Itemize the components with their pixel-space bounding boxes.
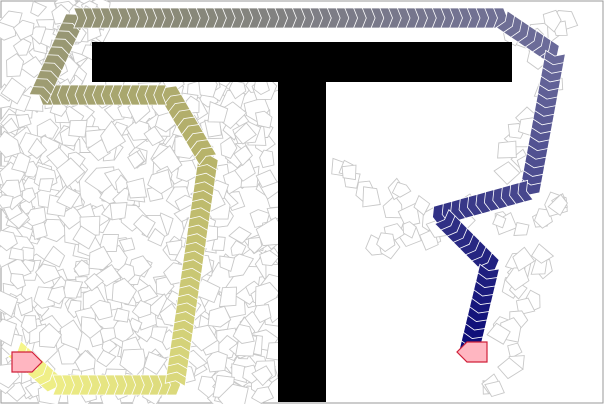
t-obstacle-bar — [92, 42, 512, 82]
clutter-piece — [220, 287, 237, 307]
clutter-piece — [514, 223, 529, 236]
clutter-piece — [33, 222, 48, 239]
clutter-piece — [498, 141, 517, 158]
t-obstacle-stem — [278, 82, 326, 402]
clutter-piece — [9, 248, 23, 261]
clutter-piece — [342, 165, 356, 180]
clutter-piece — [110, 203, 127, 220]
clutter-piece — [69, 120, 87, 137]
